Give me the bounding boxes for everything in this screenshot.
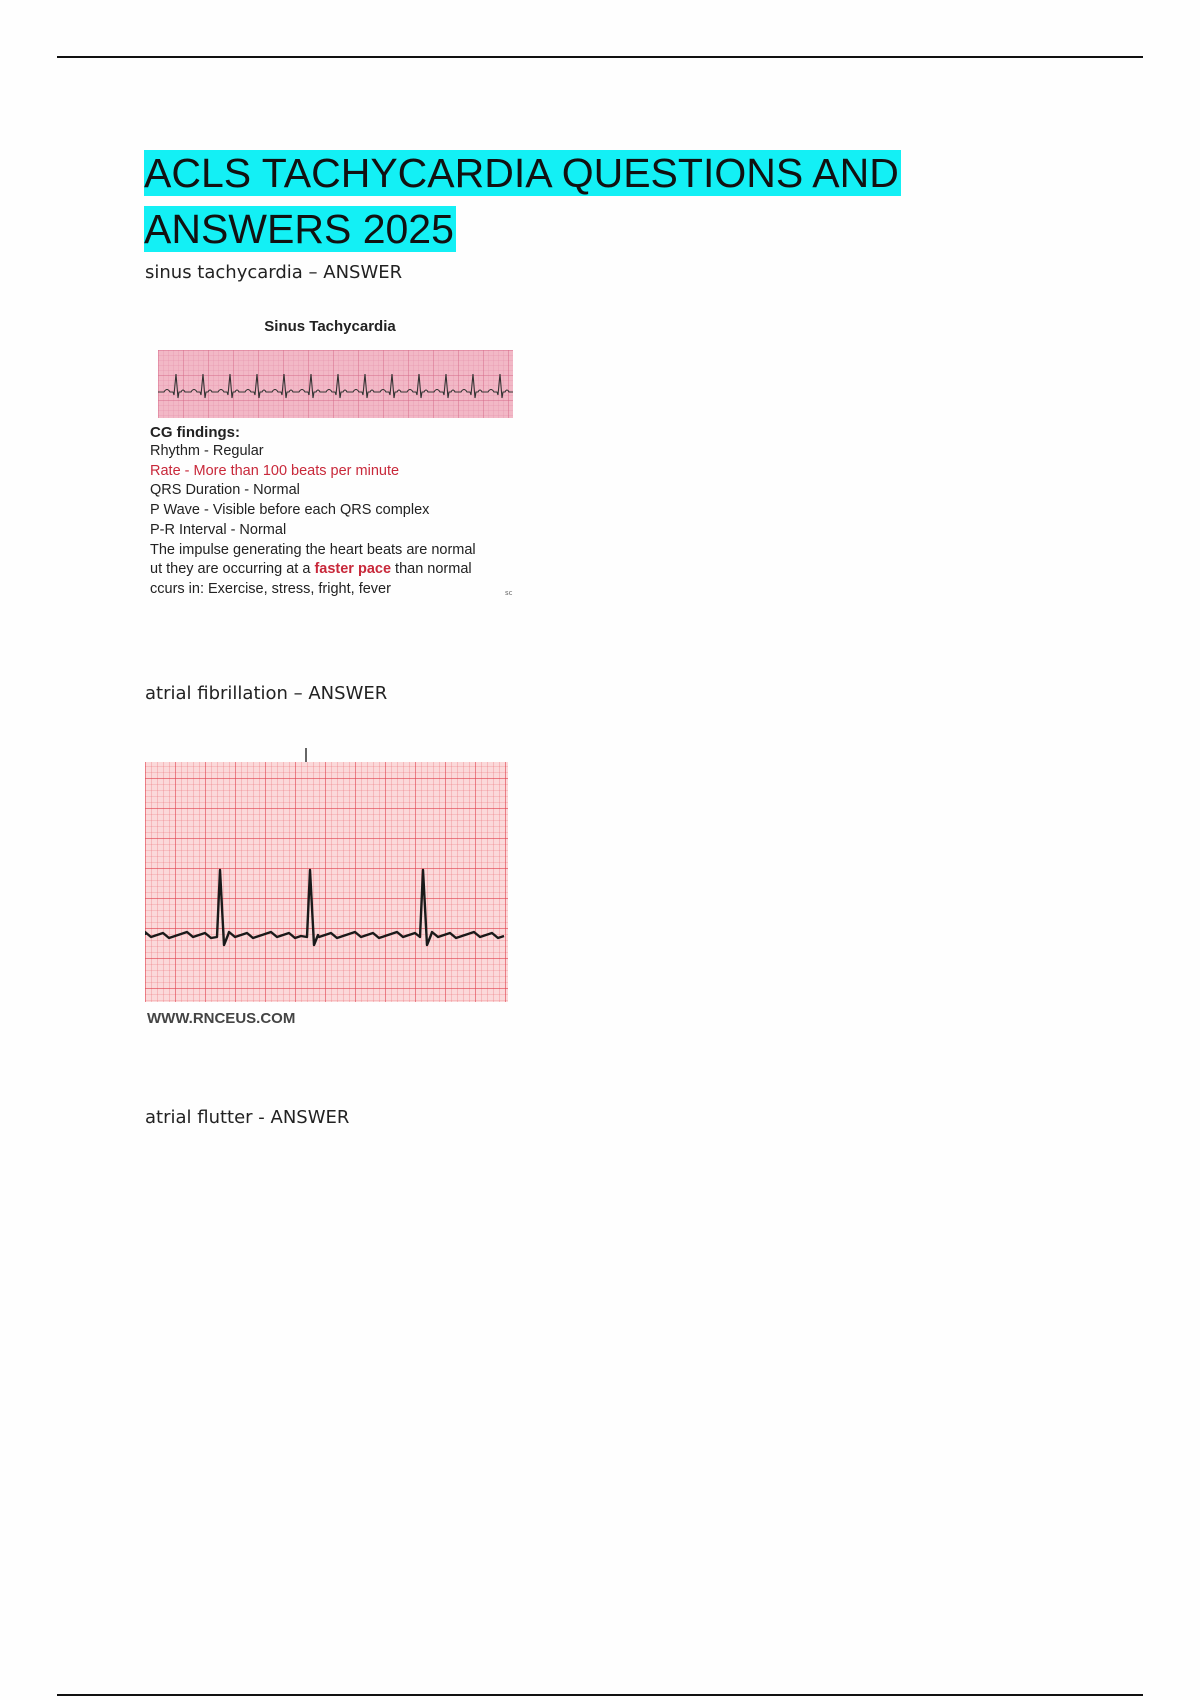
- footer-rule: [57, 1694, 1143, 1696]
- title-line-1: ACLS TACHYCARDIA QUESTIONS AND: [144, 150, 899, 196]
- afib-source-credit: WWW.RNCEUS.COM: [147, 1010, 296, 1027]
- findings-heading: CG findings:: [150, 424, 240, 441]
- question-sinus-tachycardia: sinus tachycardia – ANSWER: [145, 262, 403, 283]
- impulse-line-2-highlight: faster pace: [314, 561, 392, 577]
- finding-impulse-line-1: The impulse generating the heart beats are normal: [150, 542, 476, 558]
- sinus-figure-title: Sinus Tachycardia: [264, 318, 396, 335]
- finding-qrs: QRS Duration - Normal: [150, 482, 300, 498]
- question-atrial-flutter: atrial flutter - ANSWER: [145, 1107, 350, 1128]
- header-rule: [57, 56, 1143, 58]
- corner-mark: sc: [505, 589, 513, 597]
- sinus-ecg-strip: [158, 350, 513, 418]
- page-title: [144, 145, 901, 257]
- impulse-line-2-start: ut they are occurring at a: [150, 561, 311, 577]
- afib-strip-grid: [145, 762, 508, 1002]
- finding-occurs-in: ccurs in: Exercise, stress, fright, fever: [150, 581, 391, 597]
- title-line-2: ANSWERS 2025: [144, 206, 454, 252]
- finding-rate: Rate - More than 100 beats per minute: [150, 463, 400, 479]
- impulse-line-2-end: than normal: [395, 561, 472, 577]
- question-atrial-fibrillation: atrial fibrillation – ANSWER: [145, 683, 388, 704]
- finding-pr-interval: P-R Interval - Normal: [150, 522, 287, 538]
- sinus-strip-grid: [158, 350, 513, 418]
- finding-rhythm: Rhythm - Regular: [150, 443, 264, 459]
- finding-p-wave: P Wave - Visible before each QRS complex: [150, 502, 430, 518]
- afib-ecg-strip: [145, 748, 508, 1002]
- finding-impulse-line-2: [150, 561, 472, 577]
